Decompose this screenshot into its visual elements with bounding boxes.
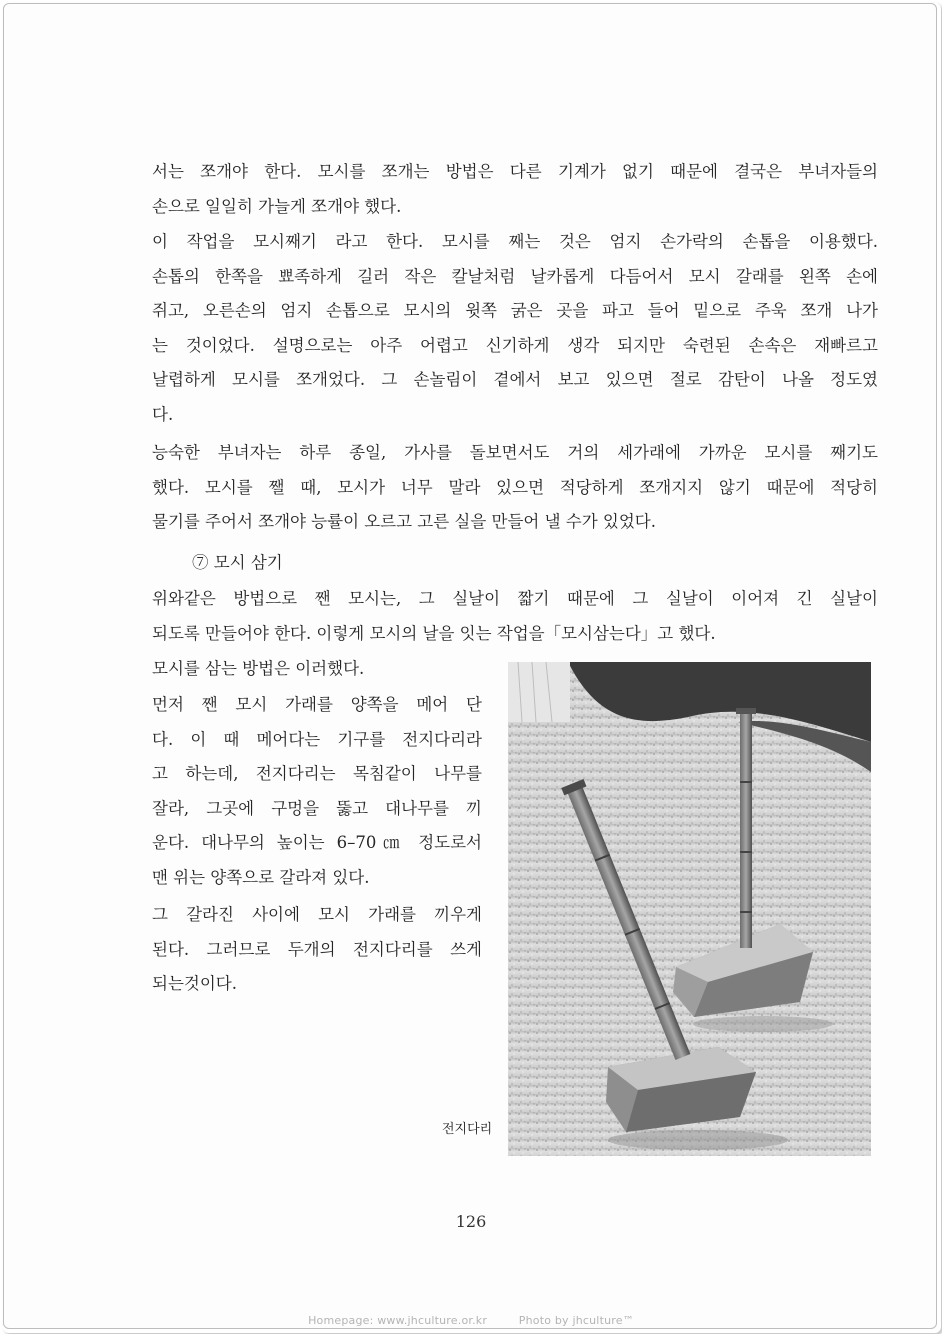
text-line: 서는 쪼개야 한다. 모시를 쪼개는 방법은 다른 기계가 없기 때문에 결국은 부녀자들의: [152, 162, 878, 181]
text-line: 된다. 그러므로 두개의 전지다리를 쓰게: [152, 939, 482, 959]
text-line: 모시를 삼는 방법은 이러했다.: [152, 659, 365, 678]
text-line: 다.: [152, 404, 174, 424]
paragraph-1: [152, 155, 878, 224]
text-line: 능숙한 부녀자는 하루 종일, 가사를 돌보면서도 거의 세가래에 가까운 모시를 째기도: [152, 443, 878, 462]
text-line: 이 작업을 모시째기 라고 한다. 모시를 째는 것은 엄지 손가락의 손톱을 이용했다.: [152, 232, 878, 251]
footer-homepage: Homepage: www.jhculture.or.kr: [308, 1314, 488, 1327]
text-line: 위와같은 방법으로 짼 모시는, 그 실날이 짧기 때문에 그 실날이 이어져 긴 실날이: [152, 589, 878, 608]
paragraph-2: [152, 225, 878, 432]
text-line: 잘라, 그곳에 구멍을 뚫고 대나무를 끼: [152, 798, 482, 818]
text-line: 쥐고, 오른손의 엄지 손톱으로 모시의 윗쪽 굵은 곳을 파고 들어 밑으로 주욱 쪼개 나가: [152, 301, 878, 320]
page-number: 126: [455, 1212, 487, 1231]
photo-caption: 전지다리: [442, 1122, 493, 1137]
text-line: 물기를 주어서 쪼개야 능률이 오르고 고른 실을 만들어 낼 수가 있었다.: [152, 512, 656, 531]
text-line: 맨 위는 양쪽으로 갈라져 있다.: [152, 867, 370, 887]
paragraph-3: [152, 436, 878, 540]
paragraph-6: [152, 688, 482, 895]
paragraph-4: [152, 582, 878, 651]
text-line: 되도록 만들어야 한다. 이렇게 모시의 날을 잇는 작업을「모시삼는다」고 했다.: [152, 623, 716, 643]
text-line: 그 갈라진 사이에 모시 가래를 끼우게: [152, 905, 482, 924]
paragraph-5: [152, 652, 482, 687]
text-line: 되는것이다.: [152, 974, 237, 993]
footer-photo-credit: Photo by jhculture™: [518, 1314, 634, 1327]
section-heading: ⑦ 모시 삼기: [192, 553, 283, 572]
paragraph-7: [152, 898, 482, 1002]
text-line: 손으로 일일히 가늘게 쪼개야 했다.: [152, 196, 402, 216]
text-line: 했다. 모시를 쨀 때, 모시가 너무 말라 있으면 적당하게 쪼개지지 않기 때문에 적당히: [152, 477, 878, 497]
text-line: 다. 이 때 메어다는 기구를 전지다리라: [152, 729, 482, 749]
text-line: 날렵하게 모시를 쪼개었다. 그 손놀림이 곁에서 보고 있으면 절로 감탄이 나올 정도였: [152, 370, 878, 389]
jeonji-dari-photo: [508, 662, 871, 1156]
text-line: 운다. 대나무의 높이는 6–70㎝ 정도로서: [152, 833, 482, 852]
text-line: 손톱의 한쪽을 뾰족하게 길러 작은 칼날처럼 날카롭게 다듬어서 모시 갈래를 왼쪽 손에: [152, 266, 878, 286]
text-line: 고 하는데, 전지다리는 목침같이 나무를: [152, 764, 482, 783]
footer: [0, 1314, 942, 1327]
text-line: 먼저 짼 모시 가래를 양쪽을 메어 단: [152, 695, 482, 714]
text-line: 는 것이었다. 설명으로는 아주 어렵고 신기하게 생각 되지만 숙련된 손속은 재빠르고: [152, 335, 878, 355]
